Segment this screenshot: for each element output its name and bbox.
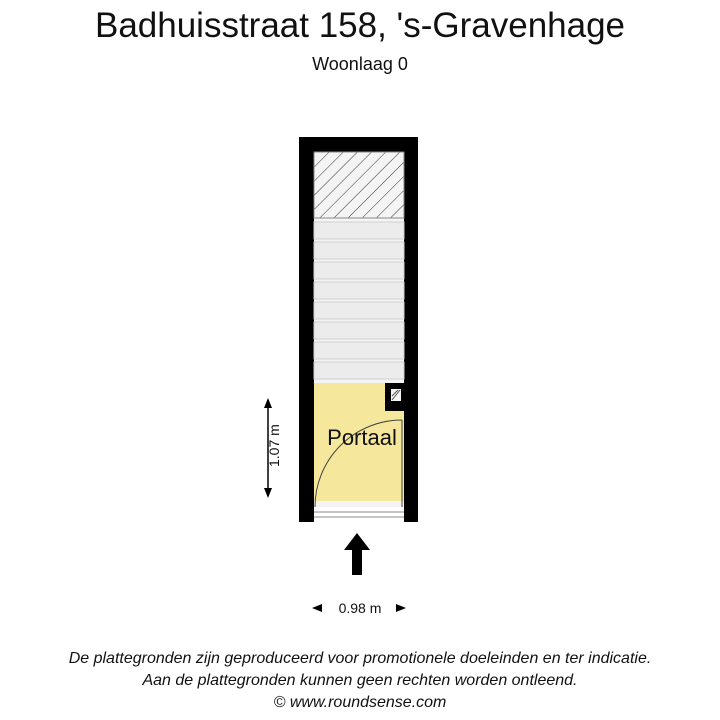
hatched-void — [314, 152, 404, 218]
room-label-portaal: Portaal — [327, 425, 397, 450]
stair-tread — [314, 302, 404, 319]
stair-tread — [314, 222, 404, 239]
stair-tread — [314, 242, 404, 259]
width-dimension-label: 0.98 m — [338, 600, 382, 616]
page-title: Badhuisstraat 158, 's-Gravenhage — [94, 6, 626, 45]
disclaimer-line-1: De plattegronden zijn geproduceerd voor promotionele doeleinden en ter indicatie. — [68, 650, 652, 667]
floor-level-label: Woonlaag 0 — [312, 54, 408, 74]
stair-tread — [314, 282, 404, 299]
disclaimer-line-2: Aan de plattegronden kunnen geen rechten worden ontleend. — [142, 672, 578, 689]
stair-tread — [314, 322, 404, 339]
stair-tread — [314, 262, 404, 279]
entrance-opening — [314, 507, 404, 522]
height-dimension-label: 1.07 m — [266, 424, 282, 467]
up-arrow-icon — [344, 533, 370, 575]
stair-tread — [314, 342, 404, 359]
copyright-line: © www.roundsense.com — [273, 694, 447, 711]
stair-tread — [314, 362, 404, 379]
